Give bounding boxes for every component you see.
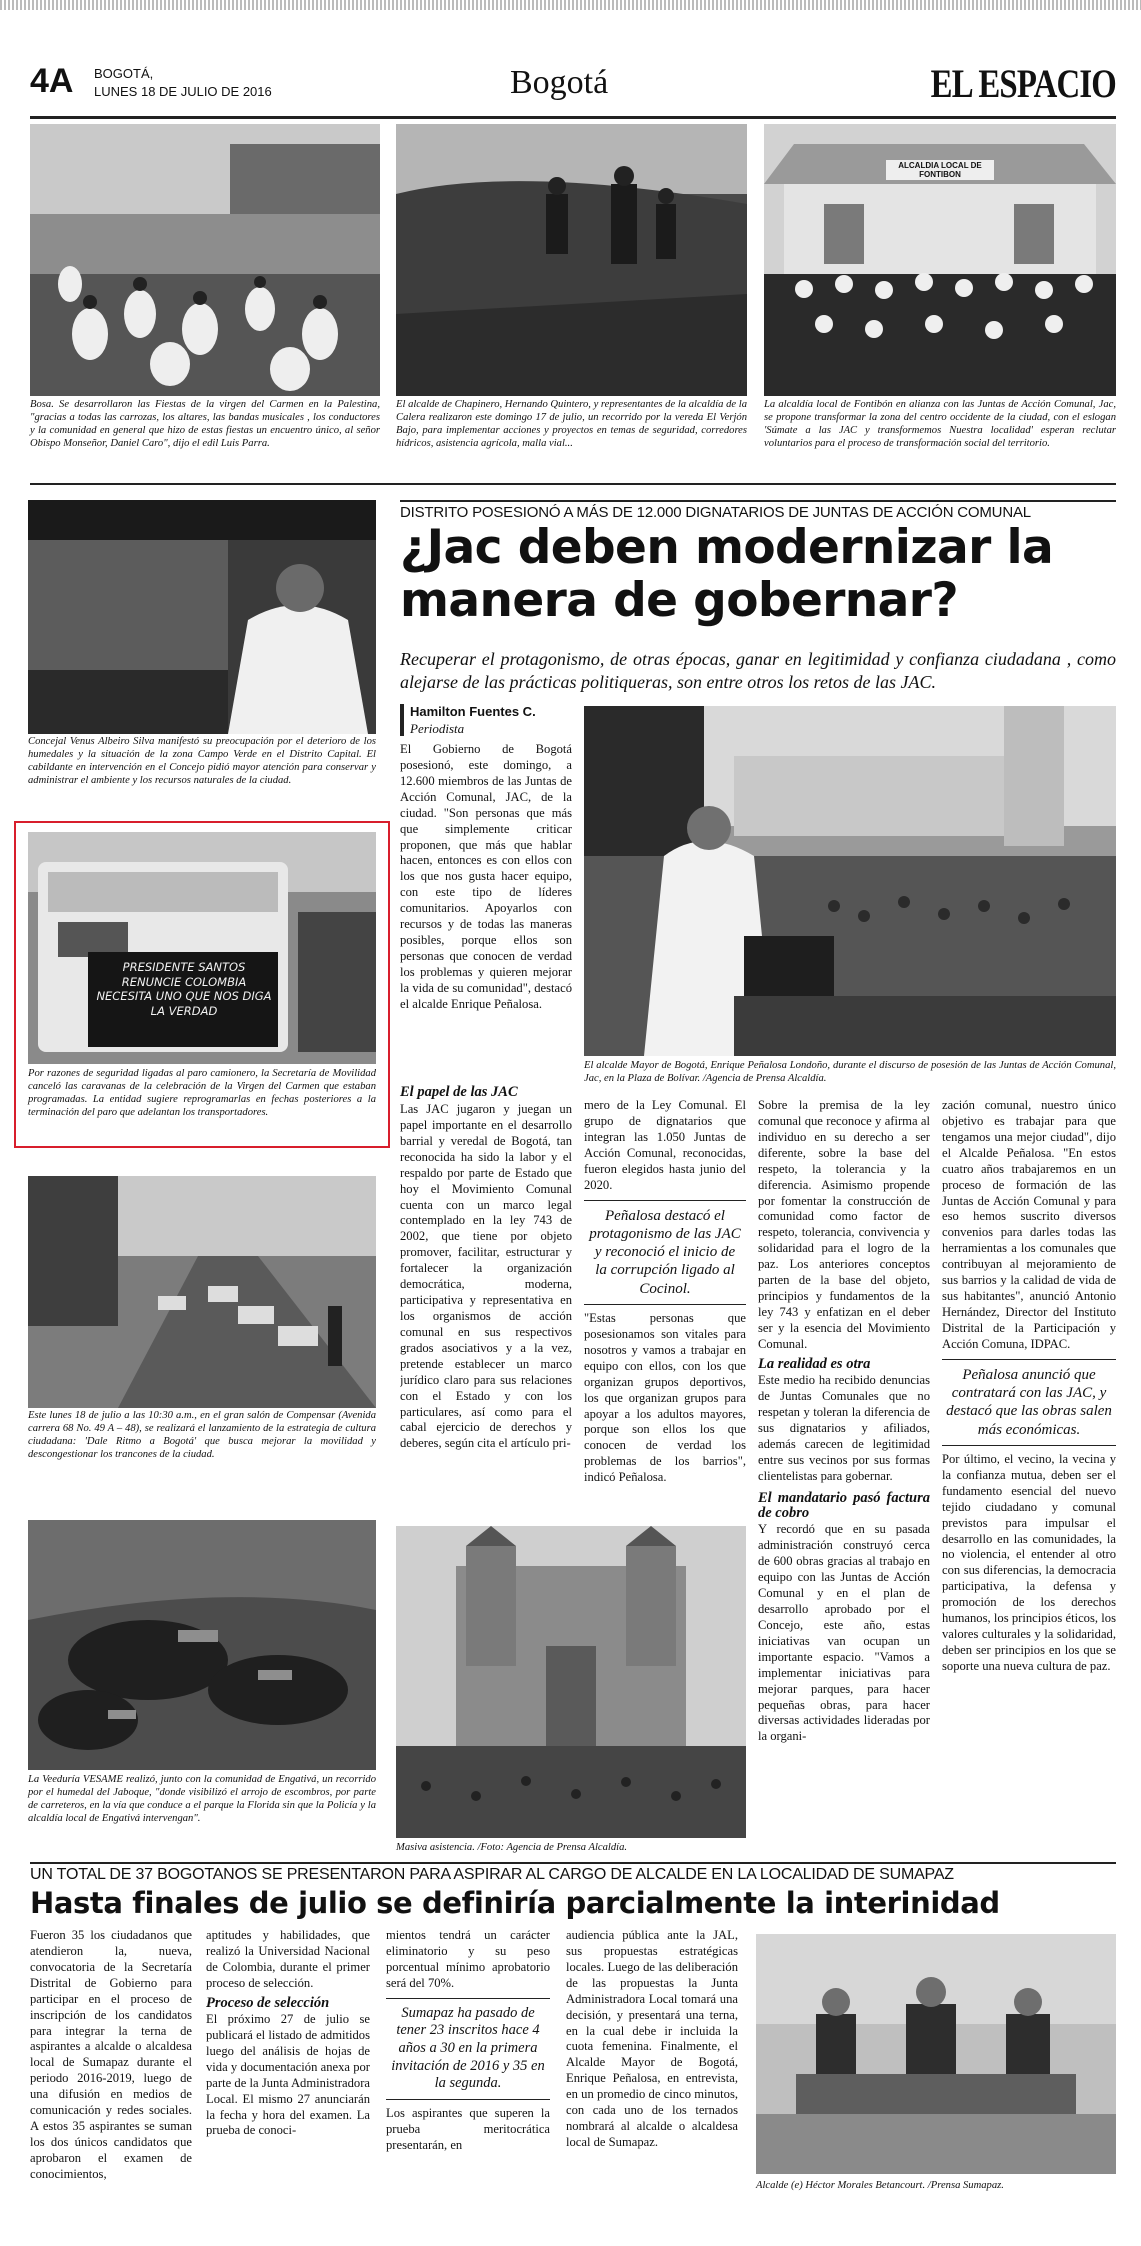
header-rule (30, 116, 1116, 119)
caption-cathedral: Masiva asistencia. /Foto: Agencia de Prensa Alcaldía. (396, 1842, 628, 1853)
bottom-col3 (386, 1928, 550, 2228)
photo-chapinero-visit (396, 124, 747, 396)
main-kicker: DISTRITO POSESIONÓ A MÁS DE 12.000 DIGNATARIOS DE JUNTAS DE ACCIÓN COMUNAL (400, 504, 1031, 521)
byline-bar (400, 704, 404, 736)
paper-edge (0, 0, 1141, 10)
fontibon-sign: ALCALDIA LOCAL DE FONTIBON (886, 160, 994, 180)
caption-compensar: Este lunes 18 de julio a las 10:30 a.m., en el gran salón de Compensar (Avenida carrera 68 No. 49 A – 48), se realizará el lanzamiento de la estrategia de cultura ciudadana: 'Dale Ritmo a Bogotá' que busca mejorar la movilidad y descongestionar los trancones de la ciudad. (28, 1410, 376, 1460)
subhead-proceso: Proceso de selección (206, 1994, 330, 2011)
pullquote-contratara: Peñalosa anunció que contratará con las JAC, y destacó que las obras salen más económicas. (942, 1359, 1116, 1446)
photo-bosa-dancers (30, 124, 380, 396)
photo-jaboque-wetland (28, 1520, 376, 1770)
photo-concejal-silva (28, 500, 376, 734)
header-date: LUNES 18 DE JULIO DE 2016 (94, 84, 272, 99)
photo-compensar-traffic (28, 1176, 376, 1408)
main-col2-text: mero de la Ley Comunal. El grupo de dignatarios que integran las 1.050 Juntas de Acción Comunal, reconocidas, fueron elegidos hasta junio del 2020. (584, 1098, 746, 1192)
caption-fontibon: La alcaldía local de Fontibón en alianza con las Juntas de Acción Comunal, Jac, se propone transformar la zona del centro occidente de la ciudad, con el eslogan 'Súmate a las JAC y transformemos Nuestra localidad' esperan reclutar voluntarios para el proceso de transformación social del territorio. (764, 399, 1116, 449)
page-header (30, 60, 1116, 112)
main-col1-text: El Gobierno de Bogotá posesionó, este domingo, a 12.600 miembros de las Juntas de Acción Comunal, JAC, de la ciudad. "Son personas que más que simplemente criticar proponen, que más que hablar hacen, entonces es con ellos con los que nos gusta hacer equipo, con este tipo de líderes comunitarios. Apoyarlos con recursos y de todas las maneras posibles, porque ellos son personas que conocen de verdad los problemas y quieren mejorar la vida de su comunidad", destacó el alcalde Enrique Peñalosa. (400, 742, 572, 1011)
subhead-mandatario: El mandatario pasó factura de cobro (758, 1489, 930, 1522)
main-col4b-text: Por último, el vecino, la vecina y la confianza mutua, deben ser el fundamento esencial del nuevo tejido ciudadano y comunal previstos para impulsar el desarrollo en las comunidades, la no violencia, el entender al otro con sus diferencias, la democracia participativa, la defensa y promoción de los derechos humanos, los principios éticos, los valores culturales y la solidaridad, deben ser principios en los que se soporte una nueva cultura de paz. (942, 1451, 1116, 1673)
photo-penalosa-speech (584, 706, 1116, 1056)
header-city: BOGOTÁ, (94, 66, 154, 81)
main-col1 (400, 742, 572, 1077)
bottom-col3b-text: Los aspirantes que superen la prueba meritocrática presentarán, en (386, 2106, 550, 2152)
caption-concejal: Concejal Venus Albeiro Silva manifestó su preocupación por el deterioro de los humedales y la situación de la zona Campo Verde en el Distrito Capital. El cabildante en intervención en el Concejo pidió mayor atención para conservar y administrar el ambiente y los recursos naturales de la ciudad. (28, 736, 376, 786)
bottom-col4-text: audiencia pública ante la JAL, sus propuestas estratégicas locales. Luego de las deliberación de las propuestas la Junta Administradora Local tomará una decisión, y presentará una terna, en la cual debe ir incluida la cuota femenina. Finalmente, el Alcalde Mayor de Bogotá, Enrique Peñalosa, en entrevista, en un promedio de cinco minutos, con cada uno de los ternados nombrará al alcalde o alcaldesa local de Sumapaz. (566, 1928, 738, 2149)
main-col4 (942, 1098, 1116, 1898)
main-col1b-text: Las JAC jugaron y juegan un papel importante en el desarrollo barrial y veredal de Bogotá, tan reconocida ha sido la labor y el respaldo por parte de Estado que hoy el Movimiento Comunal cuenta con un marco legal contemplado en la ley 743 de 2002, que tiene por objeto promover, facilitar, estructurar y fortalecer la organización democrática, moderna, participativa y representativa en los organismos de acción comunal en sus respectivos grados asociativos y a la vez, pretende establecer un marco jurídico claro para sus relaciones con el Estado y con los particulares, así como para el cabal ejercicio de derechos y deberes, según cita el artículo pri- (400, 1102, 572, 1451)
main-headline: ¿Jac deben modernizar la manera de gobernar? (400, 520, 1054, 628)
bottom-kicker: UN TOTAL DE 37 BOGOTANOS SE PRESENTARON PARA ASPIRAR AL CARGO DE ALCALDE EN LA LOCALIDAD DE SUMAPAZ (30, 1866, 954, 1883)
caption-chapinero: El alcalde de Chapinero, Hernando Quintero, y representantes de la alcaldía de la Calera realizaron este domingo 17 de julio, un recorrido por la vereda El Verjón Bajo, para implementar acciones y proyectos en temas de seguridad, corredores hídricos, asistencia agrícola, malla vial... (396, 399, 747, 449)
caption-main-photo: El alcalde Mayor de Bogotá, Enrique Peñalosa Londoño, durante el discurso de posesión de las Juntas de Acción Comunal, Jac, en la Plaza de Bolívar. /Agencia de Prensa Alcaldía. (584, 1060, 1116, 1084)
main-deck: Recuperar el protagonismo, de otras épocas, ganar en legitimidad y confianza ciudadana , como alejarse de las prácticas politiqueras, son entre otros los retos de las JAC. (400, 649, 1116, 692)
bottom-col4 (566, 1928, 738, 2228)
byline-author: Hamilton Fuentes C. (410, 704, 536, 719)
bottom-col3-text: mientos tendrá un carácter eliminatorio y su peso porcentual mínimo aprobatorio será del 70%. (386, 1928, 550, 1990)
bottom-article-rule (30, 1862, 1116, 1864)
photo-cathedral-crowd (396, 1526, 746, 1838)
main-top-rule (400, 500, 1116, 502)
bottom-col2 (206, 1928, 370, 2228)
bottom-headline: Hasta finales de julio se definiría parcialmente la interinidad (30, 1886, 1000, 1920)
bottom-col2b-text: El próximo 27 de julio se publicará el listado de admitidos luego del análisis de hojas de vida y documentación anexa por parte de la Junta Administradora Local. El mismo 27 anunciarán la fecha y hora del examen. La prueba de conoci- (206, 2012, 370, 2138)
main-col3 (758, 1098, 930, 1898)
pullquote-cocinol: Peñalosa destacó el protagonismo de las JAC y reconoció el inicio de la corrupción ligado al Cocinol. (584, 1200, 746, 1305)
photo-sumapaz-mayor (756, 1934, 1116, 2174)
caption-sumapaz: Alcalde (e) Héctor Morales Betancourt. /Prensa Sumapaz. (756, 2180, 1004, 2191)
main-col4-text: zación comunal, nuestro único objetivo es trabajar para que tengamos una mejor ciudad", dijo el Alcalde Peñalosa. "En estos cuatro años trabajaremos en un proceso de formación de las Juntas de Acción Comunal y para eso hemos suscrito diversos convenios para darles todas las herramientas a los comunales que contribuyan al mejoramiento de sus barrios y la calidad de vida de sus habitantes", anunció Antonio Hernández, Director del Instituto Distrital de la Participación y Acción Comuna, IDPAC. (942, 1098, 1116, 1351)
top-section-rule (30, 483, 1116, 485)
main-col3c-text: Y recordó que en su pasada administración construyó cerca de 600 obras gracias al trabajo en equipo con las Juntas de Acción Comunal y en el plan de desarrollo aprobado por el Concejo, este año, estas iniciativas van ocupan un importante espacio. "Vamos a implementar iniciativas para mejorar parques, para hacer pequeñas obras, para hacer diversas actividades lideradas por la organi- (758, 1522, 930, 1744)
main-col2b-text: "Estas personas que posesionamos son vitales para nosotros y vamos a trabajar en equipo con ellos, con los que organizan grupos deportivos, los que organizan grupos para apoyar a los adultos mayores, porque son ellos los que conocen de verdad los problemas de los barrios", indicó Peñalosa. (584, 1311, 746, 1485)
truck-protest-sign: PRESIDENTE SANTOS RENUNCIE COLOMBIA NECESITA UNO QUE NOS DIGA LA VERDAD (96, 960, 272, 1019)
main-col3b-text: Este medio ha recibido denuncias de Juntas Comunales que no respetan y toleran la diferencia de sus dignatarios y afiliados, además carecen de legitimidad entre sus vecinos por sus formas clientelistas para gobernar. (758, 1373, 930, 1483)
section-title: Bogotá (510, 64, 609, 101)
caption-bosa: Bosa. Se desarrollaron las Fiestas de la virgen del Carmen en la Palestina, "gracias a todas las carrozas, los altares, las bandas musicales , los conductores y la comunidad en general que hizo de estas fiestas un encuentro único, al señor Obispo Monseñor, Daniel Caro", dijo el edil Luis Parra. (30, 399, 380, 449)
subhead-papel-jac: El papel de las JAC (400, 1084, 518, 1100)
bottom-col2-text: aptitudes y habilidades, que realizó la Universidad Nacional de Colombia, durante el primer proceso de selección. (206, 1928, 370, 1990)
newspaper-logo: EL ESPACIO (930, 61, 1116, 106)
caption-vesame: La Veeduría VESAME realizó, junto con la comunidad de Engativá, un recorrido por el humedal del Jaboque, "donde visibilizó el arrojo de escombros, por parte de carreteros, en la vía que conduce a el parque la Florida sin que la Policía y la alcaldía local de Engativá intervengan". (28, 1774, 376, 1824)
main-col1b (400, 1102, 572, 1522)
photo-protest-truck (28, 832, 376, 1064)
byline-role: Periodista (410, 721, 465, 736)
pullquote-sumapaz: Sumapaz ha pasado de tener 23 inscritos hace 4 años a 30 en la primera invitación de 2016 y 35 en la segunda. (386, 1998, 550, 2100)
main-col2 (584, 1098, 746, 1568)
main-col3-text: Sobre la premisa de la ley comunal que reconoce y afirma al individuo en su derecho a ser diferente, sobre la base del respeto, la tolerancia y la diferencia. Asimismo propende por fomentar la construcción de comunidad como factor de respeto, tolerancia, convivencia y solidaridad para el logro de la paz. Los anteriores conceptos parten de la base del objeto, principios y fundamentos de la ley 743 y enfatizan en el deber ser y la esencia del Movimiento Comunal. (758, 1098, 930, 1351)
bottom-col1 (30, 1928, 192, 2228)
caption-truckers-strike: Por razones de seguridad ligadas al paro camionero, la Secretaría de Movilidad canceló las caravanas de la celebración de la Virgen del Carmen que estaban programadas. La entidad sugiere reprogramarlas en fechas posteriores a la terminación del paro que adelantan los transportadores. (28, 1068, 376, 1118)
bottom-col1-text: Fueron 35 los ciudadanos que atendieron la, nueva, convocatoria de la Secretaría Distrital de Gobierno para participar en el proceso de inscripción de los candidatos para integrar la terna de aspirantes a alcalde o alcaldesa local de Sumapaz durante el periodo 2016-2019, luego de una difusión en medios de comunicación y redes sociales. A estos 35 aspirantes se suman los dos únicos candidatos que aprobaron el examen de conocimientos, (30, 1928, 192, 2181)
page-number: 4A (30, 62, 74, 100)
subhead-realidad: La realidad es otra (758, 1355, 871, 1372)
photo-fontibon-group (764, 124, 1116, 396)
